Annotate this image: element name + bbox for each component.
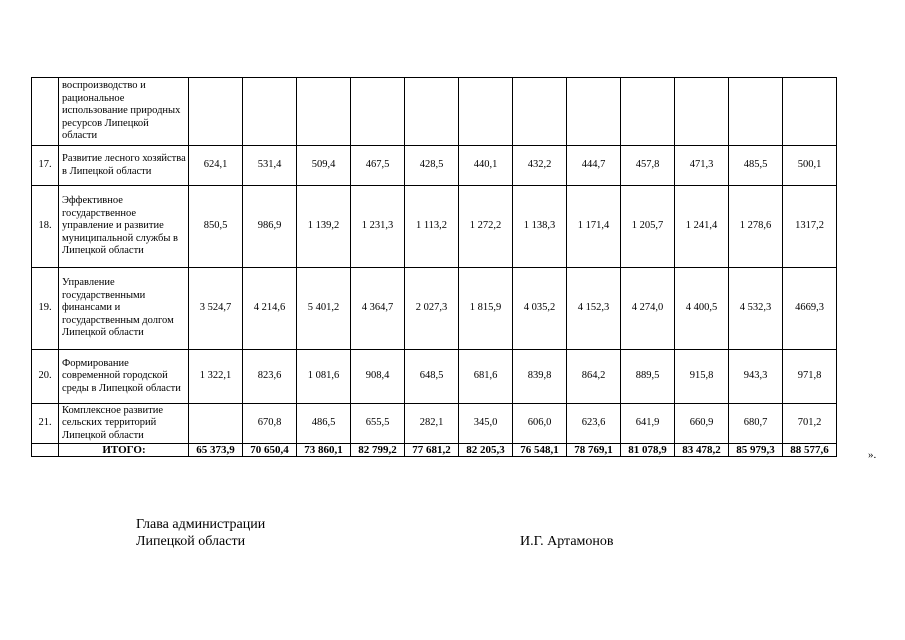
value-cell: 624,1 bbox=[189, 146, 243, 186]
value-cell: 1 272,2 bbox=[459, 186, 513, 268]
value-cell: 531,4 bbox=[243, 146, 297, 186]
value-cell: 1 171,4 bbox=[567, 186, 621, 268]
value-cell: 606,0 bbox=[513, 404, 567, 444]
value-cell: 889,5 bbox=[621, 350, 675, 404]
value-cell: 681,6 bbox=[459, 350, 513, 404]
value-cell: 485,5 bbox=[729, 146, 783, 186]
value-cell: 2 027,3 bbox=[405, 268, 459, 350]
value-cell: 440,1 bbox=[459, 146, 513, 186]
value-cell: 864,2 bbox=[567, 350, 621, 404]
total-value-cell: 82 799,2 bbox=[351, 444, 405, 457]
total-value-cell: 83 478,2 bbox=[675, 444, 729, 457]
value-cell: 282,1 bbox=[405, 404, 459, 444]
value-cell: 1 113,2 bbox=[405, 186, 459, 268]
total-value-cell: 78 769,1 bbox=[567, 444, 621, 457]
value-cell: 444,7 bbox=[567, 146, 621, 186]
value-cell: 471,3 bbox=[675, 146, 729, 186]
signature-position bbox=[136, 516, 265, 550]
value-cell bbox=[567, 78, 621, 146]
value-cell: 823,6 bbox=[243, 350, 297, 404]
budget-table-body bbox=[32, 78, 837, 457]
value-cell: 839,8 bbox=[513, 350, 567, 404]
value-cell: 4 214,6 bbox=[243, 268, 297, 350]
program-name: Управление государственными финансами и государственным долгом Липецкой области bbox=[59, 268, 189, 350]
total-empty-cell bbox=[32, 444, 59, 457]
row-number: 17. bbox=[32, 146, 59, 186]
budget-table bbox=[31, 77, 837, 457]
value-cell: 345,0 bbox=[459, 404, 513, 444]
total-value-cell: 77 681,2 bbox=[405, 444, 459, 457]
value-cell: 486,5 bbox=[297, 404, 351, 444]
total-label: ИТОГО: bbox=[59, 444, 189, 457]
value-cell: 457,8 bbox=[621, 146, 675, 186]
value-cell: 4 152,3 bbox=[567, 268, 621, 350]
value-cell: 1317,2 bbox=[783, 186, 837, 268]
row-number: 21. bbox=[32, 404, 59, 444]
value-cell: 500,1 bbox=[783, 146, 837, 186]
total-value-cell: 76 548,1 bbox=[513, 444, 567, 457]
value-cell: 680,7 bbox=[729, 404, 783, 444]
value-cell: 915,8 bbox=[675, 350, 729, 404]
program-name: Эффективное государственное управление и развитие муниципальной службы в Липецкой области bbox=[59, 186, 189, 268]
row-number: 18. bbox=[32, 186, 59, 268]
table-row bbox=[32, 186, 837, 268]
value-cell: 5 401,2 bbox=[297, 268, 351, 350]
value-cell: 1 138,3 bbox=[513, 186, 567, 268]
value-cell: 660,9 bbox=[675, 404, 729, 444]
value-cell bbox=[513, 78, 567, 146]
closing-quote-mark: ». bbox=[868, 449, 877, 461]
value-cell: 850,5 bbox=[189, 186, 243, 268]
total-value-cell: 65 373,9 bbox=[189, 444, 243, 457]
value-cell: 4 274,0 bbox=[621, 268, 675, 350]
value-cell: 1 322,1 bbox=[189, 350, 243, 404]
value-cell: 1 205,7 bbox=[621, 186, 675, 268]
value-cell bbox=[621, 78, 675, 146]
value-cell: 1 278,6 bbox=[729, 186, 783, 268]
value-cell: 908,4 bbox=[351, 350, 405, 404]
total-value-cell: 81 078,9 bbox=[621, 444, 675, 457]
value-cell: 4 532,3 bbox=[729, 268, 783, 350]
table-row bbox=[32, 78, 837, 146]
value-cell: 4 035,2 bbox=[513, 268, 567, 350]
value-cell bbox=[405, 78, 459, 146]
value-cell bbox=[189, 404, 243, 444]
table-row bbox=[32, 350, 837, 404]
value-cell bbox=[729, 78, 783, 146]
value-cell bbox=[189, 78, 243, 146]
signature-position-line2: Липецкой области bbox=[136, 534, 246, 549]
row-number: 20. bbox=[32, 350, 59, 404]
total-value-cell: 85 979,3 bbox=[729, 444, 783, 457]
value-cell: 4 400,5 bbox=[675, 268, 729, 350]
value-cell: 428,5 bbox=[405, 146, 459, 186]
value-cell: 467,5 bbox=[351, 146, 405, 186]
value-cell: 1 231,3 bbox=[351, 186, 405, 268]
program-name: Комплексное развитие сельских территорий Липецкой области bbox=[59, 404, 189, 444]
value-cell bbox=[297, 78, 351, 146]
value-cell: 943,3 bbox=[729, 350, 783, 404]
table-row bbox=[32, 268, 837, 350]
value-cell: 4669,3 bbox=[783, 268, 837, 350]
value-cell: 432,2 bbox=[513, 146, 567, 186]
value-cell: 670,8 bbox=[243, 404, 297, 444]
value-cell: 655,5 bbox=[351, 404, 405, 444]
total-value-cell: 88 577,6 bbox=[783, 444, 837, 457]
value-cell: 4 364,7 bbox=[351, 268, 405, 350]
total-value-cell: 70 650,4 bbox=[243, 444, 297, 457]
value-cell bbox=[675, 78, 729, 146]
value-cell: 1 139,2 bbox=[297, 186, 351, 268]
value-cell: 509,4 bbox=[297, 146, 351, 186]
value-cell bbox=[351, 78, 405, 146]
row-number: 19. bbox=[32, 268, 59, 350]
total-value-cell: 82 205,3 bbox=[459, 444, 513, 457]
value-cell: 3 524,7 bbox=[189, 268, 243, 350]
value-cell bbox=[783, 78, 837, 146]
value-cell bbox=[243, 78, 297, 146]
value-cell: 701,2 bbox=[783, 404, 837, 444]
value-cell: 1 081,6 bbox=[297, 350, 351, 404]
program-name: Развитие лесного хозяйства в Липецкой области bbox=[59, 146, 189, 186]
program-name: воспроизводство и рациональное использование природных ресурсов Липецкой области bbox=[59, 78, 189, 146]
table-row bbox=[32, 404, 837, 444]
value-cell: 971,8 bbox=[783, 350, 837, 404]
value-cell: 986,9 bbox=[243, 186, 297, 268]
signature-position-line1: Глава администрации bbox=[136, 517, 266, 532]
signature-name: И.Г. Артамонов bbox=[520, 534, 614, 549]
value-cell: 641,9 bbox=[621, 404, 675, 444]
row-number bbox=[32, 78, 59, 146]
value-cell: 648,5 bbox=[405, 350, 459, 404]
value-cell: 1 241,4 bbox=[675, 186, 729, 268]
value-cell: 623,6 bbox=[567, 404, 621, 444]
total-value-cell: 73 860,1 bbox=[297, 444, 351, 457]
value-cell: 1 815,9 bbox=[459, 268, 513, 350]
table-row bbox=[32, 146, 837, 186]
value-cell bbox=[459, 78, 513, 146]
total-row bbox=[32, 444, 837, 457]
program-name: Формирование современной городской среды в Липецкой области bbox=[59, 350, 189, 404]
